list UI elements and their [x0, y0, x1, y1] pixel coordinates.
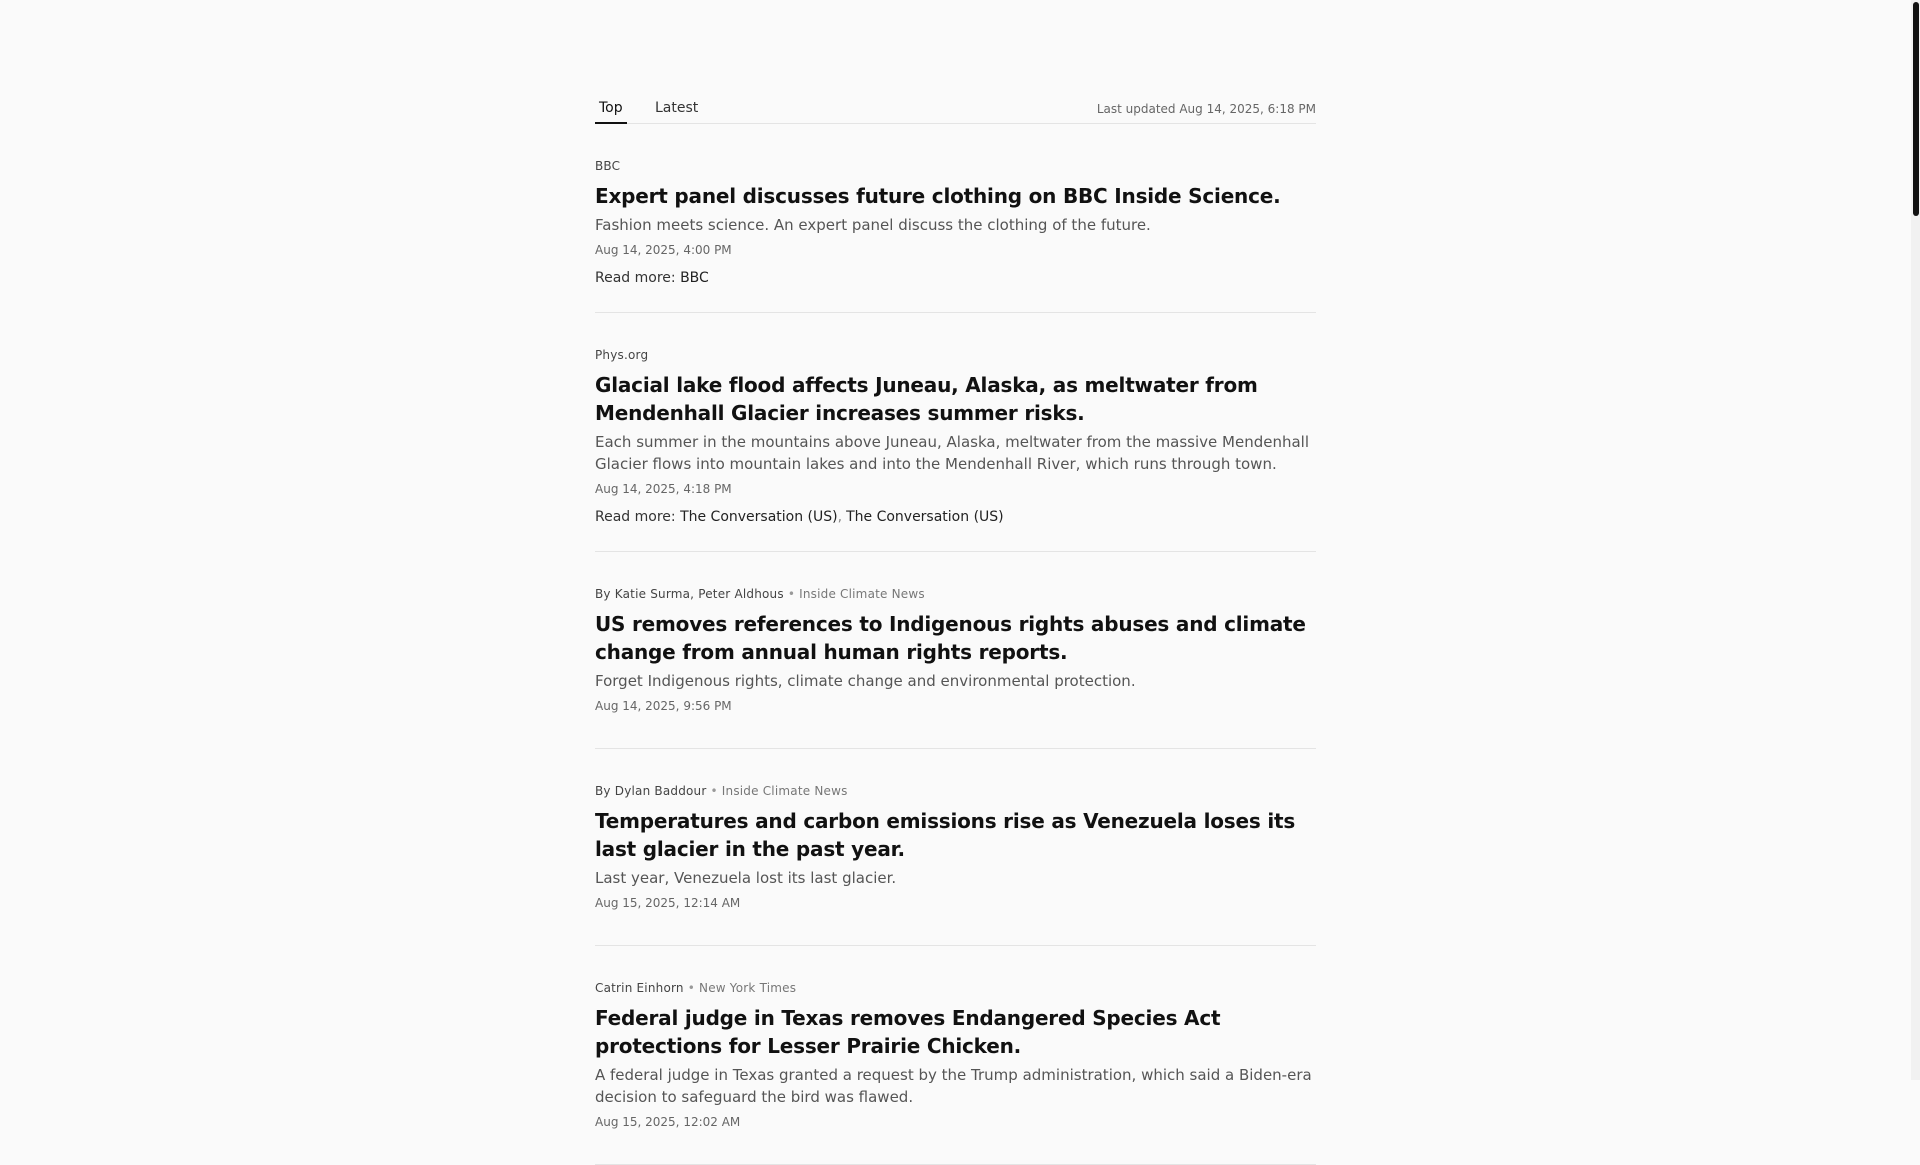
article-item	[595, 552, 1316, 749]
article-title[interactable]: Expert panel discusses future clothing on BBC Inside Science.	[595, 184, 1281, 208]
article-source: Inside Climate News	[721, 784, 848, 798]
article-date: Aug 14, 2025, 4:00 PM	[595, 243, 732, 257]
tab-top[interactable]: Top	[595, 100, 627, 124]
article-author: By Dylan Baddour	[595, 784, 707, 798]
article-date: Aug 15, 2025, 12:14 AM	[595, 896, 741, 910]
tab-bar	[595, 96, 1316, 124]
last-updated: Last updated Aug 14, 2025, 6:18 PM	[1096, 102, 1316, 116]
article-author: By Katie Surma, Peter Aldhous	[595, 587, 784, 601]
article-list	[595, 124, 1316, 1165]
article-item	[595, 749, 1316, 946]
read-more	[595, 507, 1316, 527]
article-item	[595, 946, 1316, 1165]
article-meta	[595, 347, 1316, 363]
read-more-link[interactable]: BBC	[680, 270, 709, 286]
article-description: A federal judge in Texas granted a request by the Trump administration, which said a Biden-era decision to safeguard the bird was flawed.	[595, 1066, 1312, 1106]
article-title[interactable]: US removes references to Indigenous rights abuses and climate change from annual human rights reports.	[595, 612, 1306, 664]
article-description: Fashion meets science. An expert panel discuss the clothing of the future.	[595, 216, 1151, 234]
meta-separator: •	[710, 784, 718, 798]
article-meta	[595, 586, 1316, 602]
article-item	[595, 313, 1316, 552]
article-date: Aug 15, 2025, 12:02 AM	[595, 1115, 741, 1129]
article-meta	[595, 158, 1316, 174]
article-source: Phys.org	[595, 348, 649, 362]
article-title[interactable]: Temperatures and carbon emissions rise as Venezuela loses its last glacier in the past year.	[595, 809, 1296, 861]
read-more-link[interactable]: The Conversation (US)	[846, 509, 1004, 525]
article-date: Aug 14, 2025, 4:18 PM	[595, 482, 732, 496]
article-meta	[595, 980, 1316, 996]
article-meta	[595, 783, 1316, 799]
meta-separator: •	[687, 981, 696, 995]
meta-separator: •	[787, 587, 796, 601]
scrollbar[interactable]	[1911, 0, 1920, 1080]
link-separator: ,	[837, 509, 843, 525]
article-source: New York Times	[699, 981, 797, 995]
article-source: BBC	[595, 159, 621, 173]
news-feed	[595, 96, 1316, 1165]
tab-latest[interactable]: Latest	[651, 100, 702, 122]
article-title[interactable]: Federal judge in Texas removes Endangered Species Act protections for Lesser Prairie Chicken.	[595, 1006, 1221, 1058]
article-description: Each summer in the mountains above Juneau, Alaska, meltwater from the massive Mendenhall Glacier flows into mountain lakes and into the Mendenhall River, which runs through town.	[595, 433, 1310, 473]
article-description: Forget Indigenous rights, climate change and environmental protection.	[595, 672, 1136, 690]
scrollbar-thumb[interactable]	[1913, 2, 1919, 216]
article-source: Inside Climate News	[799, 587, 925, 601]
article-title[interactable]: Glacial lake flood affects Juneau, Alaska, as meltwater from Mendenhall Glacier increases summer risks.	[595, 373, 1258, 425]
article-date: Aug 14, 2025, 9:56 PM	[595, 699, 732, 713]
read-more-link[interactable]: The Conversation (US)	[680, 509, 838, 525]
read-more-label: Read more:	[595, 509, 676, 525]
article-description: Last year, Venezuela lost its last glacier.	[595, 869, 897, 887]
read-more-label: Read more:	[595, 270, 676, 286]
article-author: Catrin Einhorn	[595, 981, 684, 995]
article-item	[595, 124, 1316, 313]
read-more	[595, 268, 1316, 288]
